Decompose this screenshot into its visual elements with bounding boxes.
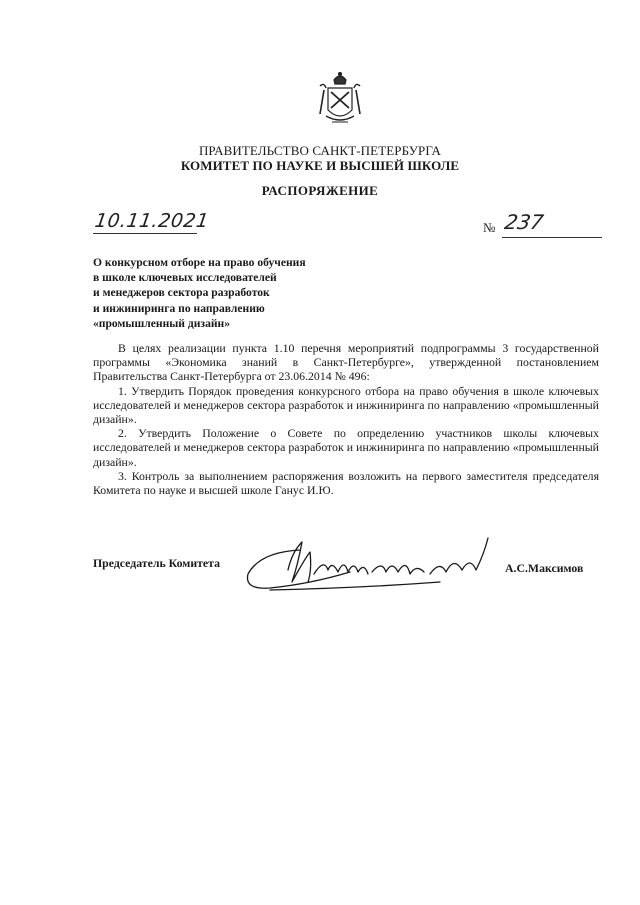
subject-line: О конкурсном отборе на право обучения: [93, 256, 306, 269]
subject-line: в школе ключевых исследователей: [93, 271, 277, 285]
clause-paragraph: 2. Утвердить Положение о Совете по определению участников школы ключевых исследователей и менеджеров сектора разработок и инжиниринга по направлению «промышленный дизайн».: [93, 426, 599, 469]
date-underline: [93, 233, 197, 234]
government-name: ПРАВИТЕЛЬСТВО САНКТ-ПЕТЕРБУРГА: [198, 143, 442, 158]
date-value: 10.11.2021: [93, 210, 211, 232]
subject-line: «промышленный дизайн»: [93, 316, 231, 330]
signatory-role: Председатель Комитета: [93, 556, 220, 570]
signatory-name: А.С.Максимов: [505, 561, 584, 575]
number-underline: [502, 237, 602, 238]
clause-paragraph: 1. Утвердить Порядок проведения конкурсного отбора на право обучения в школе ключевых исследователей и менеджеров сектора разработок и инжиниринга по направлению «промышленный дизайн».: [93, 383, 599, 427]
subject-line: и инжиниринга по направлению: [93, 301, 265, 315]
document-date: [93, 208, 211, 238]
subject-line: и менеджеров сектора разработок: [93, 286, 270, 300]
document-body: [93, 341, 599, 497]
preamble-paragraph: В целях реализации пункта 1.10 перечня мероприятий подпрограммы 3 государственной программы «Экономика знаний в Санкт-Петербурге», утвержденной постановлением Правительства Санкт-Петербурга от 23.06.2014 № 496:: [93, 341, 599, 384]
committee-name: КОМИТЕТ ПО НАУКЕ И ВЫСШЕЙ ШКОЛЕ: [180, 158, 460, 173]
document-type-title: РАСПОРЯЖЕНИЕ: [261, 183, 379, 198]
number-sign: №: [483, 220, 496, 235]
clause-paragraph: 3. Контроль за выполнением распоряжения возложить на первого заместителя председателя Комитета по науке и высшей школе Ганус И.Ю.: [93, 468, 599, 498]
document-number: 237: [502, 210, 546, 234]
document-subject: [93, 255, 353, 331]
coat-of-arms-icon: [318, 70, 362, 132]
handwritten-signature: [240, 530, 502, 600]
